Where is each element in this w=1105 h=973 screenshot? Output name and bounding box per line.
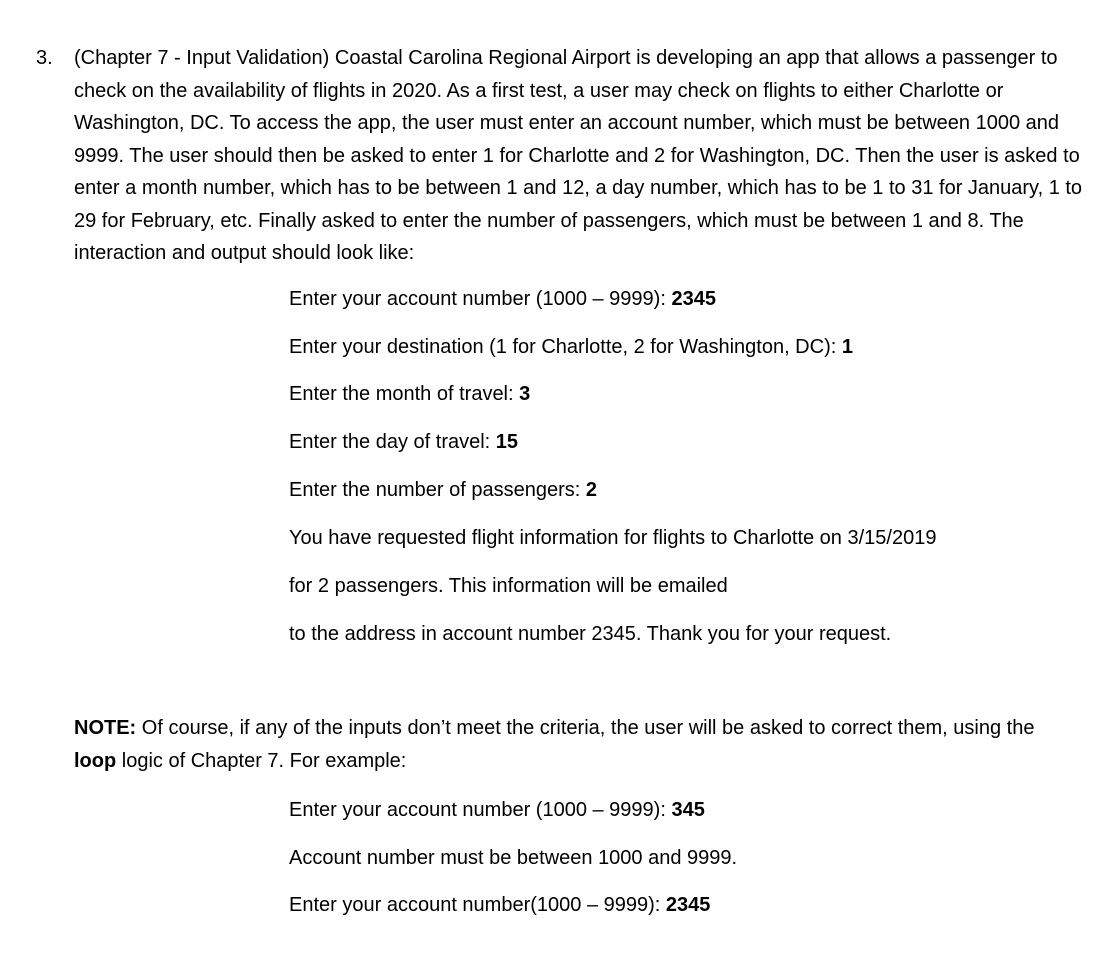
user-input: 2345 [671, 288, 716, 310]
note-paragraph [74, 712, 1074, 778]
prompt-text: Enter your account number (1000 – 9999): [289, 288, 672, 310]
user-input: 1 [841, 336, 853, 358]
prompt-text: Enter the day of travel: [289, 431, 496, 453]
sample-line [289, 334, 853, 360]
user-input: 15 [495, 431, 519, 453]
output-line [289, 573, 728, 599]
note-text-after: logic of Chapter 7. For example: [116, 750, 407, 772]
user-input: 345 [671, 799, 705, 821]
prompt-text: Enter the number of passengers: [289, 479, 586, 501]
example-line [289, 892, 710, 918]
question-text: (Chapter 7 - Input Validation) Coastal Carolina Regional Airport is developing an app that allows a passenger to check on the availability of flights in 2020. As a first test, a user may check on flights to either Charlotte or Washington, DC. To access the app, the user must enter an account number, which must be between 1000 and 9999. The user should then be asked to enter 1 for Charlotte and 2 for Washington, DC. Then the user is asked to enter a month number, which has to be between 1 and 12, a day number, which has to be 1 to 31 for January, 1 to 29 for February, etc. Finally asked to enter the number of passengers, which must be between 1 and 8. The interaction and output should look like: [74, 47, 1083, 264]
note-label: NOTE: [74, 717, 137, 739]
prompt-text: Enter the month of travel: [289, 383, 520, 405]
output-line [289, 621, 891, 647]
sample-line [289, 429, 518, 455]
output-text: Account number must be between 1000 and 9999. [289, 847, 738, 869]
sample-line [289, 286, 716, 312]
output-text: You have requested flight information for flights to Charlotte on 3/15/2019 [289, 527, 937, 549]
sample-line [289, 477, 597, 503]
sample-line [289, 381, 530, 407]
example-line [289, 797, 705, 823]
output-text: for 2 passengers. This information will be emailed [289, 575, 728, 597]
prompt-text: Enter your account number (1000 – 9999): [289, 799, 672, 821]
note-emphasis: loop [74, 750, 117, 772]
prompt-text: Enter your destination (1 for Charlotte, 2 for Washington, DC): [289, 336, 842, 358]
output-text: to the address in account number 2345. Thank you for your request. [289, 623, 892, 645]
example-line [289, 845, 737, 871]
question-number: 3. [36, 47, 53, 69]
user-input: 2345 [665, 894, 711, 916]
note-text-before: Of course, if any of the inputs don’t meet the criteria, the user will be asked to correct them, using the [136, 717, 1035, 739]
user-input: 3 [519, 383, 531, 405]
prompt-text: Enter your account number(1000 – 9999): [289, 894, 666, 916]
user-input: 2 [585, 479, 597, 501]
output-line [289, 525, 936, 551]
